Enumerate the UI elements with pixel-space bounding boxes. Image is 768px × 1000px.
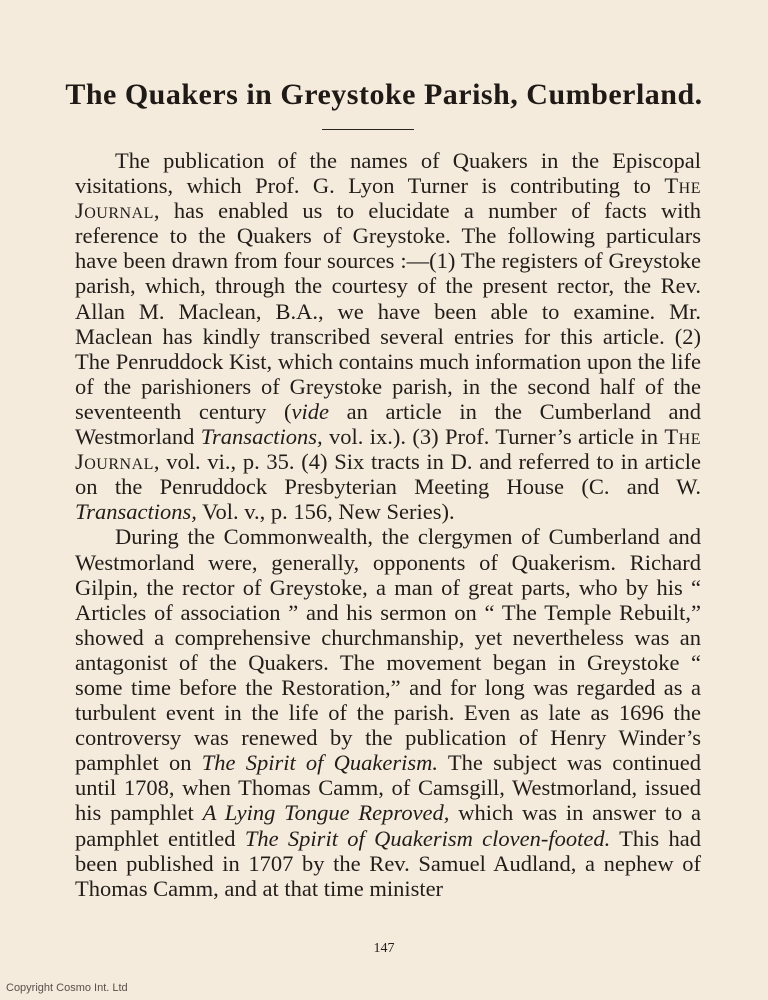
p1-seg-4: an article in the Cumberland and Westmorland bbox=[75, 398, 701, 450]
page-title: The Quakers in Greystoke Parish, Cumberland. bbox=[65, 78, 703, 111]
copyright-watermark: Copyright Cosmo Int. Ltd bbox=[6, 982, 128, 994]
p2-seg-2: The subject was continued until 1708, when Thomas Camm, of Camsgill, Westmorland, issued his pamphlet bbox=[75, 750, 701, 826]
p1-seg-6: vol. ix.). (3) Prof. Turner’s article in bbox=[322, 424, 665, 450]
p2-seg-4: which was in answer to a pamphlet entitled bbox=[75, 800, 701, 851]
body-text bbox=[75, 148, 701, 901]
p1-seg-10: Vol. v., p. 156, New Series). bbox=[196, 499, 455, 525]
title-rule bbox=[322, 129, 414, 130]
p2-seg-0: During the Commonwealth, the clergymen of Cumberland and Westmorland were, generally, opponents of Quakerism. Richard Gilpin, the rector of Greystoke, a man of great parts, who by his “ Articles of association ” and his sermon on “ The Temple Rebuilt,” showed a comprehensive churchmanship, yet nevertheless was an antagonist of the Quakers. The movement began in Greystoke “ some time before the Restoration,” and for long was regarded as a turbulent event in the life of the parish. Even as late as 1696 the controversy was renewed by the publication of Henry Winder’s pamphlet on bbox=[75, 524, 701, 776]
p1-seg-0: The publication of the names of Quakers in the Episcopal visitations, which Prof. G. Lyon Turner is contributing to bbox=[75, 148, 701, 199]
italic-lying-tongue: A Lying Tongue Reproved, bbox=[202, 800, 450, 826]
italic-spirit-of-quakerism: The Spirit of Quakerism. bbox=[201, 750, 439, 776]
paragraph-1 bbox=[75, 148, 701, 524]
paragraph-2 bbox=[75, 524, 701, 900]
italic-transactions: Transactions, bbox=[200, 424, 323, 450]
italic-transactions: Transactions, bbox=[75, 499, 197, 525]
italic-vide: vide bbox=[291, 398, 329, 424]
journal-name: The Journal bbox=[75, 424, 701, 475]
p1-seg-2: , has enabled us to elucidate a number of facts with reference to the Quakers of Greystoke. The following particulars have been drawn from four sources :—(1) The registers of Greystoke parish, which, through the courtesy of the present rector, the Rev. Allan M. Maclean, B.A., we have been able to examine. Mr. Maclean has kindly transcribed several entries for this article. (2) The Penruddock Kist, which contains much information upon the life of the parishioners of Greystoke parish, in the second half of the seventeenth century ( bbox=[75, 198, 701, 424]
p1-seg-8: , vol. vi., p. 35. (4) Six tracts in D. and referred to in article on the Penruddock Presbyterian Meeting House (C. and W. bbox=[75, 449, 701, 500]
p2-seg-6: This had been published in 1707 by the Rev. Samuel Audland, a nephew of Thomas Camm, and at that time minister bbox=[75, 825, 701, 901]
page-number: 147 bbox=[373, 941, 395, 956]
italic-cloven-footed: The Spirit of Quakerism cloven-footed. bbox=[244, 825, 611, 851]
journal-name: The Journal bbox=[75, 173, 701, 224]
